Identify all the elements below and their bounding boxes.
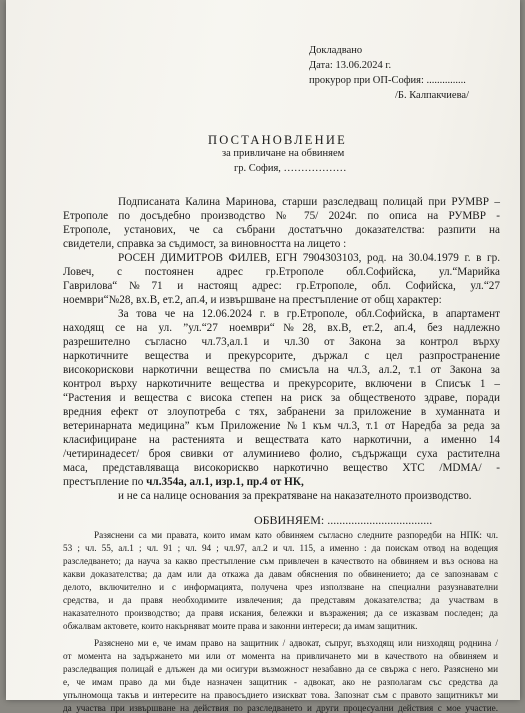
document-page [6, 0, 520, 713]
defender-line: разследващия полицай е длъжен да ми осигури възможност незабавно да се свържа с него. Разяснено ми [63, 664, 498, 674]
body-line: Гаврилова“№71 и настоящ адрес: гр.Етрополе, обл. Софийска, ул.“27 [63, 280, 500, 292]
rights-line: наказателното производство; да правя искания, бележки и възражения; да се изказвам последен; да [63, 608, 498, 618]
body-line: наркотичните вещества и прекурсорите, държал с цел разпространение [63, 350, 500, 362]
rights-line: какви доказателства; да дам или да откажа да давам обяснения по обвинението; да се запознавам с [63, 569, 498, 579]
report-date: Дата: 13.06.2024 г. [309, 60, 392, 71]
body-line: Етрополе, установих, че са събрани достатъчно доказателства: разпити на [63, 224, 500, 236]
body-line: /четиринадесет/ броя свивки от алуминиево фолио, съдържащи суха растителна [63, 448, 500, 460]
rights-line: разследването; да науча за какво престъпление съм привлечен в качеството на обвиняем и въз основа на [63, 556, 498, 566]
body-line: ветеринарната медицина” към Приложение №1 към чл.3, т.1 от Наредба за реда за [63, 420, 500, 432]
body-line: класифициране на растенията и веществата като наркотични, а именно 14 [63, 434, 500, 446]
prosecutor-name: /Б. Калпакчиева/ [395, 90, 469, 101]
accused-signature-label: ОБВИНЯЕМ: ................................... [254, 513, 433, 527]
body-line: находящ се на ул. ”ул.“27 ноември“№28, вх.В, ет.2, ап.4, без надлежно [63, 322, 500, 334]
body-line: Подписаната Калина Маринова, старши разследващ полицай при РУМВР – [118, 196, 500, 208]
body-line: Ловеч, с постоянен адрес гр.Етрополе обл.Софийска, ул.“Марийка [63, 266, 500, 278]
defender-line: Разяснено ми е, че имам право на защитник / адвокат, съпруг, възходящ или низходящ роднина / [94, 638, 498, 648]
body-line: ноември“№28, вх.В, ет.2, ап.4, и извършване на престъпление от общ характер: [63, 294, 442, 306]
document-place: гр. София, ……………… [234, 163, 347, 174]
charge-line [63, 476, 304, 488]
body-line: Етрополе по досъдебно производство № 75/ 2024г. по описа на РУМВР - [63, 210, 500, 222]
charge-article: чл.354а, ал.1, изр.1, пр.4 от НК, [146, 476, 304, 488]
prosecutor-line: прокурор при ОП-София: ............... [309, 75, 466, 86]
document-subtitle: за привличане на обвиняем [222, 148, 345, 159]
charge-prefix: престъпление по [63, 476, 144, 488]
body-line: маса, представляваща високорискво наркотично вещество ХТС /MDMA/ - [63, 462, 500, 474]
defender-line: е, че имам право да ми бъде назначен защитник - адвокат, ако не разполагам със средства да [63, 677, 498, 687]
defender-line: да участва при извършване на действия по разследването и други процесуални действия с мое участие. [63, 703, 498, 713]
body-line: контрол върху наркотичните вещества и прекурсорите, включени в Списък 1 – [63, 378, 500, 390]
document-title: ПОСТАНОВЛЕНИЕ [208, 133, 347, 147]
rights-line: средства, и да правя необходимите извлечения; да представям доказателства; да участвам в [63, 595, 498, 605]
body-line: свидетели, справка за съдимост, за виновността на лицето : [63, 238, 347, 250]
rights-line: делото, включително и с информацията, получена чрез използване на специални разузнавателни [63, 582, 498, 592]
rights-line: Разяснени са ми правата, които имам като обвиняем съгласно следните разпоредби на НПК: чл. [94, 530, 498, 540]
body-line: разрешително съгласно чл.73,ал.1 и чл.30 от Закона за контрол върху [63, 336, 500, 348]
defender-line: от момента на задържането ми или от момента на привличането ми в качеството на обвиняем и [63, 651, 498, 661]
report-label: Докладвано [309, 45, 363, 56]
rights-line: обжалвам актовете, които накърняват моите права и законни интереси; да имам защитник. [63, 621, 418, 631]
defender-line: упълномоща такъв и интересите на правосъдието изискват това. Запознат съм с правото защитникът ми [63, 690, 498, 700]
rights-line: 53 ; чл. 55, ал.1 ; чл. 91 ; чл. 94 ; чл.97, ал.2 и чл. 115, а именно : да поискам отвод на водещия [63, 543, 498, 553]
body-line: високорискови наркотични вещества по смисъла на чл.3, ал.2, т.1 от Закона за [63, 364, 500, 376]
body-line: За това че на 12.06.2024 г. в гр.Етрополе, обл.Софийска, в апартамент [118, 308, 500, 320]
accused-identity: РОСЕН ДИМИТРОВ ФИЛЕВ, ЕГН 7904303103, род. на 30.04.1979 г. в гр. [118, 252, 500, 264]
body-line: и не са налице основания за прекратяване на наказателното производство. [118, 490, 472, 502]
body-line: вредния ефект от злоупотреба с тях, забранени за приложение в хуманната и [63, 406, 500, 418]
body-line: “Растения и вещества с висока степен на риск за общественото здраве, поради [63, 392, 500, 404]
